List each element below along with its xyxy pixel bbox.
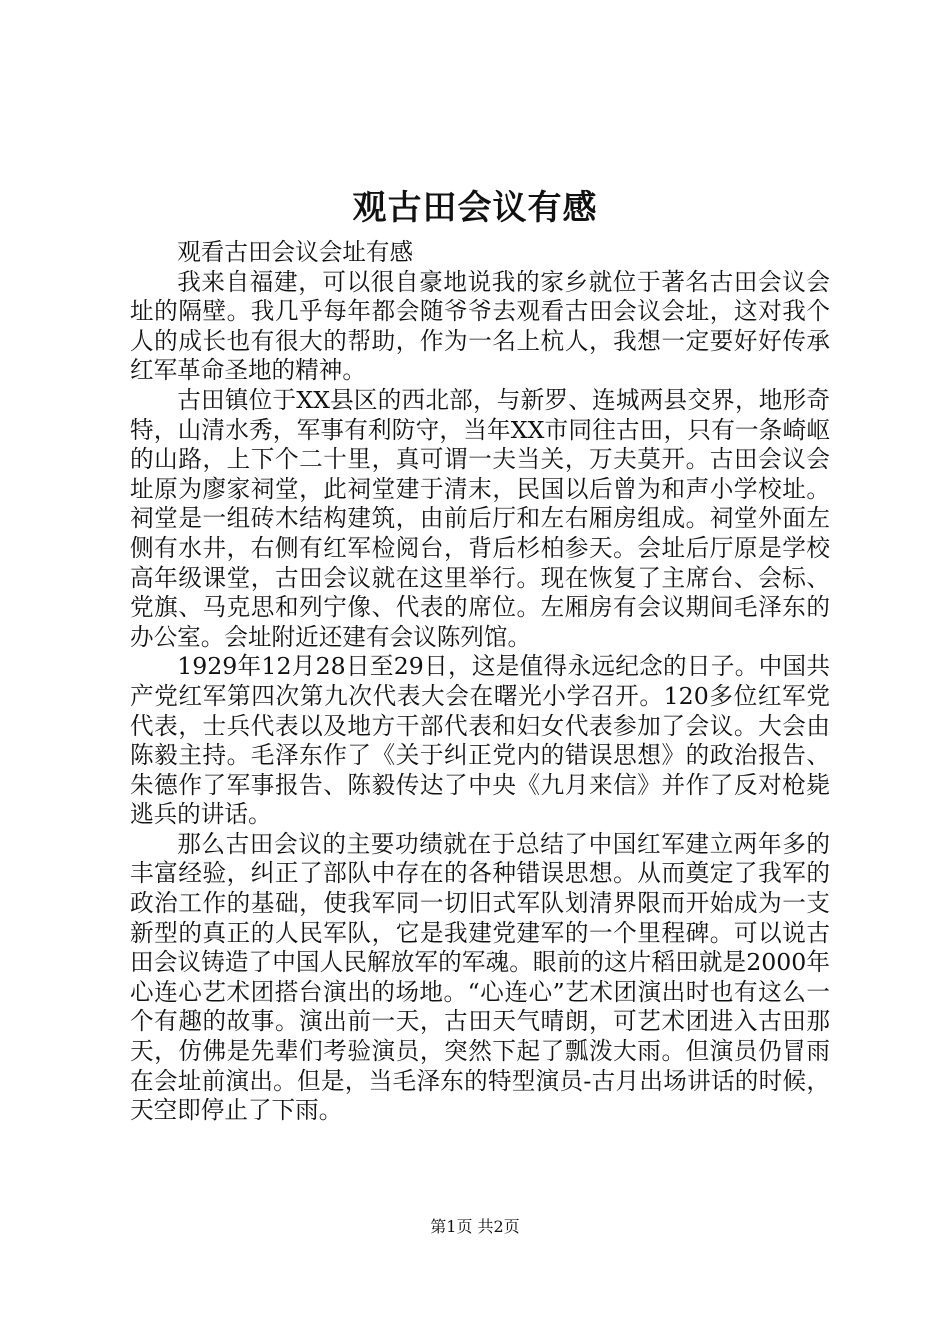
paragraph-location: 古田镇位于XX县区的西北部，与新罗、连城两县交界，地形奇特，山清水秀，军事有利防守，当年XX市同往古田，只有一条崎岖的山路，上下个二十里，真可谓一夫当关，万夫莫开。古田会议会址原为廖家祠堂，此祠堂建于清末，民国以后曾为和声小学校址。祠堂是一组砖木结构建筑，由前后厅和左右厢房组成。祠堂外面左侧有水井，右侧有红军检阅台，背后杉柏参天。会址后厅原是学校高年级课堂，古田会议就在这里举行。现在恢复了主席台、会标、党旗、马克思和列宁像、代表的席位。左厢房有会议期间毛泽东的办公室。会址附近还建有会议陈列馆。 xyxy=(130,385,830,651)
page-footer: 第1页 共2页 xyxy=(430,1217,520,1236)
paragraph-intro: 我来自福建，可以很自豪地说我的家乡就位于著名古田会议会址的隔壁。我几乎每年都会随爷爷去观看古田会议会址，这对我个人的成长也有很大的帮助，作为一名上杭人，我想一定要好好传承红军革命圣地的精神。 xyxy=(130,267,830,385)
paragraph-significance: 那么古田会议的主要功绩就在于总结了中国红军建立两年多的丰富经验，纠正了部队中存在的各种错误思想。从而奠定了我军的政治工作的基础，使我军同一切旧式军队划清界限而开始成为一支新型的真正的人民军队，它是我建党建军的一个里程碑。可以说古田会议铸造了中国人民解放军的军魂。眼前的这片稻田就是2000年心连心艺术团搭台演出的场地。“心连心”艺术团演出时也有这么一个有趣的故事。演出前一天，古田天气晴朗，可艺术团进入古田那天，仿佛是先辈们考验演员，突然下起了瓢泼大雨。但演员仍冒雨在会址前演出。但是，当毛泽东的特型演员-古月出场讲话的时候，天空即停止了下雨。 xyxy=(130,829,830,1125)
paragraph-meeting: 1929年12月28日至29日，这是值得永远纪念的日子。中国共产党红军第四次第九次代表大会在曙光小学召开。120多位红军党代表，士兵代表以及地方干部代表和妇女代表参加了会议。大会由陈毅主持。毛泽东作了《关于纠正党内的错误思想》的政治报告、朱德作了军事报告、陈毅传达了中央《九月来信》并作了反对枪毙逃兵的讲话。 xyxy=(130,652,830,829)
document-title: 观古田会议有感 xyxy=(352,188,598,228)
paragraph-subtitle: 观看古田会议会址有感 xyxy=(177,238,414,266)
document-body xyxy=(130,238,830,1126)
